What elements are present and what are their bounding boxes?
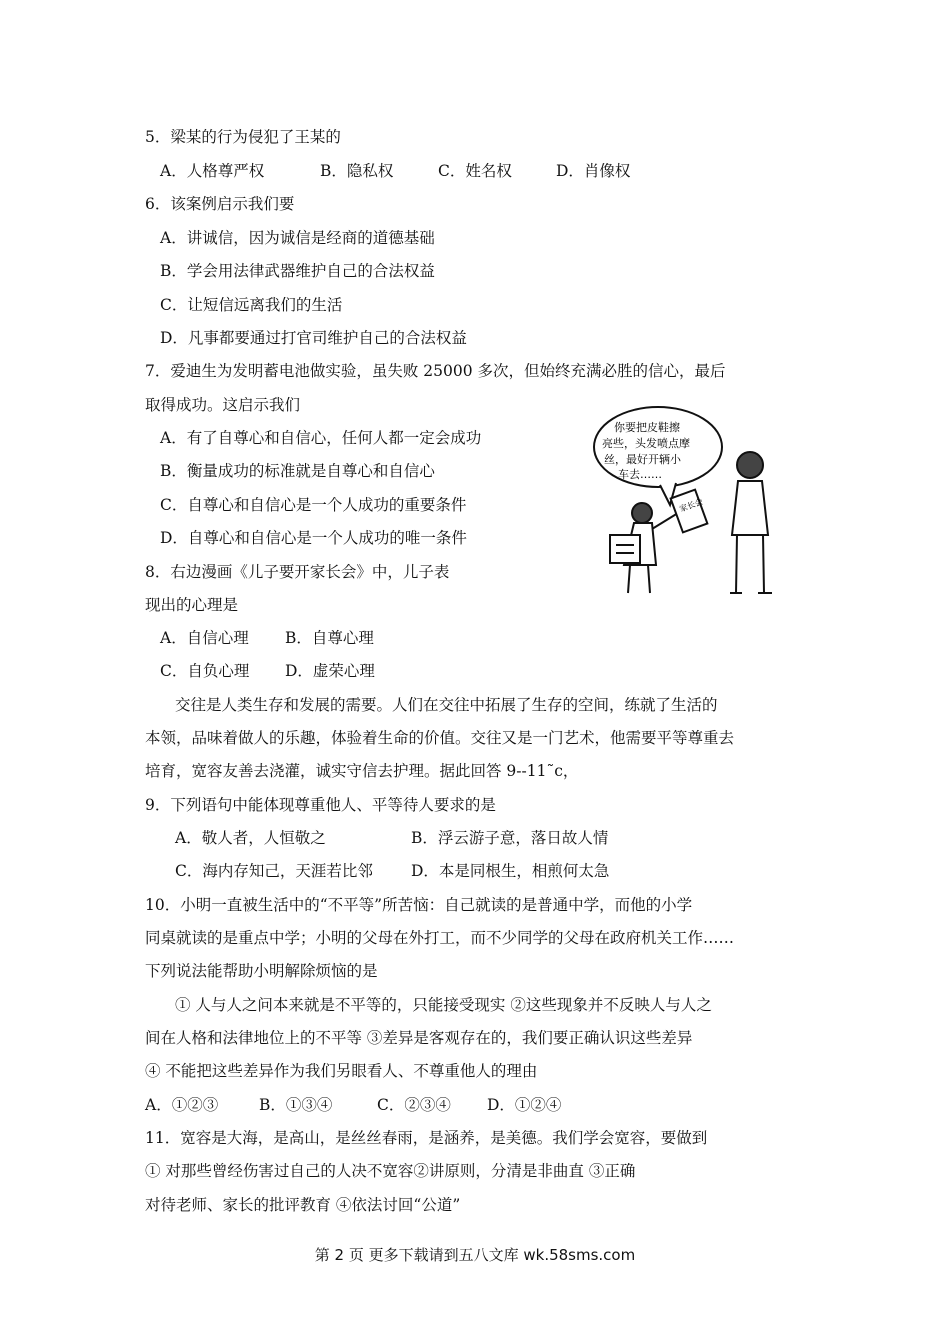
q9-option-a: A．敬人者，人恒敬之: [175, 829, 326, 847]
q11-items-line-1: ① 对那些曾经伤害过自己的人决不宽容②讲原则，分清是非曲直 ③正确: [145, 1162, 636, 1180]
q5-option-b: B．隐私权: [320, 162, 394, 180]
q7-option-c: C．自尊心和自信心是一个人成功的重要条件: [160, 496, 467, 514]
q11-items-line-2: 对待老师、家长的批评教育 ④依法讨回“公道”: [145, 1196, 461, 1214]
q7-option-b: B．衡量成功的标准就是自尊心和自信心: [160, 462, 435, 480]
q8-option-d: D．虚荣心理: [285, 662, 375, 680]
q9-options-row-2: [175, 861, 609, 881]
q9-option-c: C．海内存知己，天涯若比邻: [175, 862, 373, 880]
sign-text: 家长会: [678, 497, 705, 514]
bubble-line-2: 亮些，头发喷点摩: [602, 437, 690, 450]
q11-stem: 11．宽容是大海，是高山，是丝丝春雨，是涵养，是美德。我们学会宽容，要做到: [145, 1129, 708, 1147]
q7-option-d: D．自尊心和自信心是一个人成功的唯一条件: [160, 529, 467, 547]
passage-line-3: 培育，宽容友善去浇灌，诚实守信去护理。据此回答 9--11˜c，: [145, 762, 579, 780]
q8-option-c: C．自负心理: [160, 662, 250, 680]
q8-stem-line-2: 现出的心理是: [145, 596, 239, 614]
page-footer: 第 2 页 更多下载请到五八文库 wk.58sms.com: [314, 1246, 636, 1264]
q8-option-a: A．自信心理: [160, 629, 249, 647]
q5-option-d: D．肖像权: [556, 162, 631, 180]
q10-items-line-1: ① 人与人之问本来就是不平等的，只能接受现实 ②这些现象并不反映人与人之: [175, 996, 712, 1014]
passage-line-2: 本领，品味着做人的乐趣，体验着生命的价值。交往又是一门艺术，他需要平等尊重去: [145, 729, 735, 747]
q6-option-c: C．让短信远离我们的生活: [160, 296, 343, 314]
bubble-line-1: 你要把皮鞋擦: [614, 421, 680, 434]
q6-option-d: D．凡事都要通过打官司维护自己的合法权益: [160, 329, 467, 347]
cartoon-illustration: [590, 405, 790, 600]
q5-options: [160, 161, 630, 181]
q5-stem: 5．梁某的行为侵犯了王某的: [145, 128, 341, 146]
passage-line-1: 交往是人类生存和发展的需要。人们在交往中拓展了生存的空间，练就了生活的: [175, 696, 718, 714]
q10-stem-line-1: 10．小明一直被生活中的“不平等”所苦恼：自己就读的是普通中学，而他的小学: [145, 896, 693, 914]
q10-options: [145, 1095, 561, 1115]
father-figure: [730, 452, 772, 593]
q7-stem-line-1: 7．爱迪生为发明蓄电池做实验，虽失败 25000 多次，但始终充满必胜的信心，最后: [145, 362, 726, 380]
q10-option-c: C．②③④: [377, 1096, 451, 1114]
q8-options-row-2: [160, 661, 375, 681]
q8-stem-line-1: 8．右边漫画《儿子要开家长会》中，儿子表: [145, 563, 450, 581]
q10-stem-line-2: 同桌就读的是重点中学；小明的父母在外打工，而不少同学的父母在政府机关工作……: [145, 929, 735, 947]
meeting-sign: [671, 490, 708, 533]
q9-option-b: B．浮云游子意，落日故人情: [411, 829, 609, 847]
q8-options-row-1: [160, 628, 374, 648]
q10-option-d: D．①②④: [487, 1096, 562, 1114]
q5-option-c: C．姓名权: [438, 162, 512, 180]
q7-stem-line-2: 取得成功。这启示我们: [145, 396, 301, 414]
bubble-line-4: 车去……: [618, 468, 662, 481]
q9-option-d: D．本是同根生，相煎何太急: [411, 862, 610, 880]
q7-option-a: A．有了自尊心和自信心，任何人都一定会成功: [160, 429, 482, 447]
bubble-line-3: 丝，最好开辆小: [604, 453, 681, 466]
q6-option-a: A．讲诚信，因为诚信是经商的道德基础: [160, 229, 435, 247]
q10-stem-line-3: 下列说法能帮助小明解除烦恼的是: [145, 962, 378, 980]
q10-option-a: A．①②③: [145, 1096, 219, 1114]
q9-stem: 9．下列语句中能体现尊重他人、平等待人要求的是: [145, 796, 496, 814]
son-figure: [610, 503, 678, 593]
q10-option-b: B．①③④: [259, 1096, 333, 1114]
q10-items-line-3: ④ 不能把这些差异作为我们另眼看人、不尊重他人的理由: [145, 1062, 538, 1080]
q5-option-a: A．人格尊严权: [160, 162, 265, 180]
q9-options-row-1: [175, 828, 608, 848]
q6-stem: 6．该案例启示我们要: [145, 195, 295, 213]
q8-option-b: B．自尊心理: [285, 629, 374, 647]
q10-items-line-2: 间在人格和法律地位上的不平等 ③差异是客观存在的，我们要正确认识这些差异: [145, 1029, 693, 1047]
q6-option-b: B．学会用法律武器维护自己的合法权益: [160, 262, 435, 280]
